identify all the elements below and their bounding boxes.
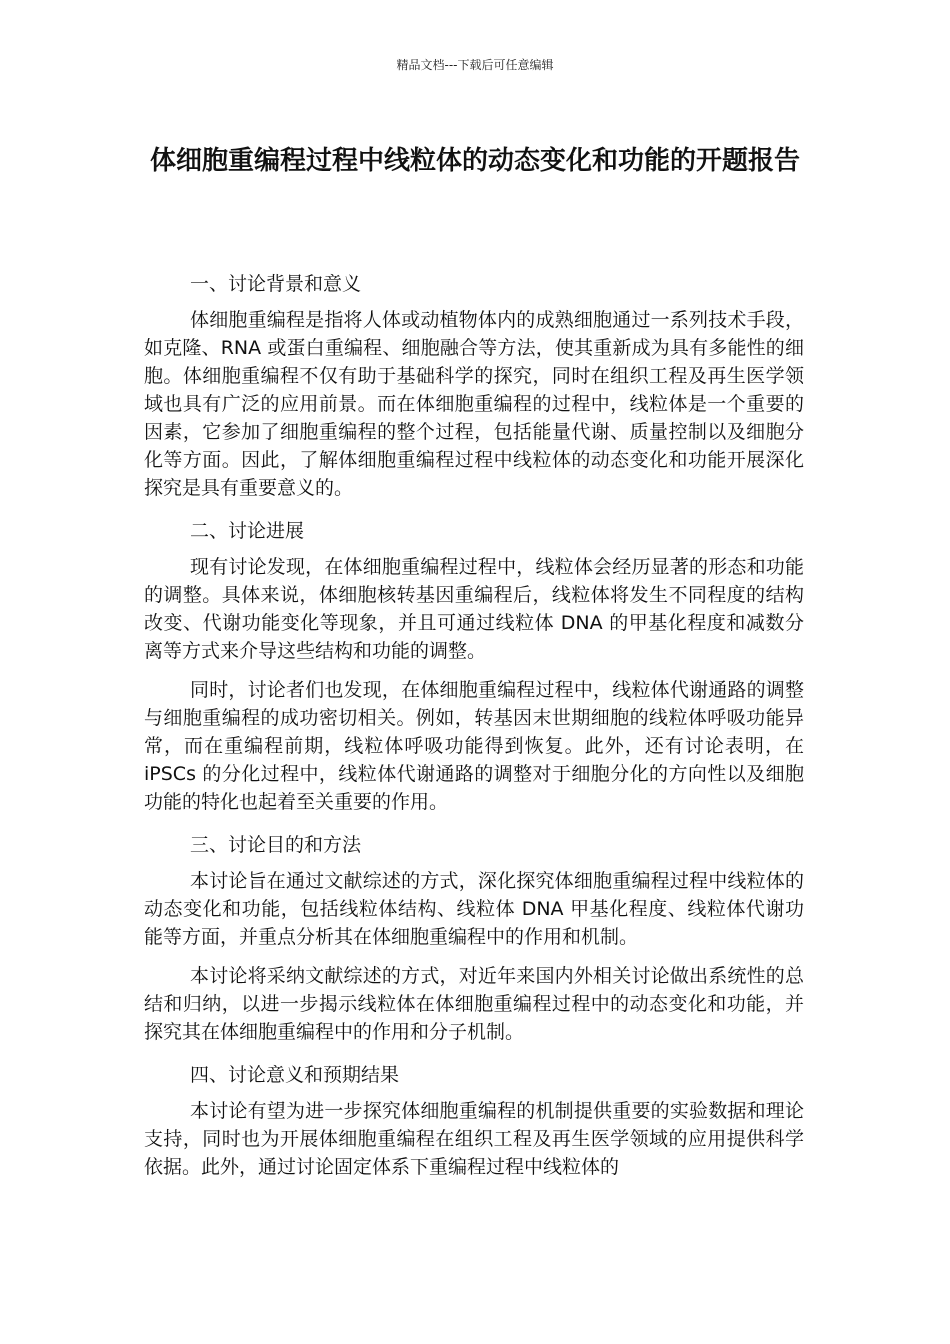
header-note: 精品文档---下载后可任意编辑	[396, 58, 554, 72]
document-title: 体细胞重编程过程中线粒体的动态变化和功能的开题报告	[149, 146, 800, 176]
section-heading: 一、讨论背景和意义	[190, 273, 362, 295]
paragraph: 现有讨论发现，在体细胞重编程过程中，线粒体会经历显著的形态和功能的调整。具体来说，体细胞核转基因重编程后，线粒体将发生不同程度的结构改变、代谢功能变化等现象，并且可通过线粒体 DNA 的甲基化程度和减数分离等方式来介导这些结构和功能的调整。	[144, 556, 804, 662]
document-body	[144, 266, 804, 1192]
paragraph: 同时，讨论者们也发现，在体细胞重编程过程中，线粒体代谢通路的调整与细胞重编程的成功密切相关。例如，转基因末世期细胞的线粒体呼吸功能异常，而在重编程前期，线粒体呼吸功能得到恢复。此外，还有讨论表明，在 iPSCs 的分化过程中，线粒体代谢通路的调整对于细胞分化的方向性以及细胞功能的特化也起着至关重要的作用。	[144, 679, 804, 813]
section-heading: 二、讨论进展	[190, 520, 305, 542]
section-progress	[144, 513, 804, 816]
paragraph: 本讨论有望为进一步探究体细胞重编程的机制提供重要的实验数据和理论支持，同时也为开展体细胞重编程在组织工程及再生医学领域的应用提供科学依据。此外，通过讨论固定体系下重编程过程中线粒体的	[144, 1100, 804, 1178]
paragraph: 本讨论旨在通过文献综述的方式，深化探究体细胞重编程过程中线粒体的动态变化和功能，包括线粒体结构、线粒体 DNA 甲基化程度、线粒体代谢功能等方面，并重点分析其在体细胞重编程中的作用和机制。	[144, 870, 804, 948]
section-background	[144, 266, 804, 502]
paragraph: 本讨论将采纳文献综述的方式，对近年来国内外相关讨论做出系统性的总结和归纳，以进一步揭示线粒体在体细胞重编程过程中的动态变化和功能，并探究其在体细胞重编程中的作用和分子机制。	[144, 965, 804, 1043]
section-purpose-methods	[144, 827, 804, 1046]
section-significance-results	[144, 1057, 804, 1181]
section-heading: 三、讨论目的和方法	[190, 834, 362, 856]
paragraph: 体细胞重编程是指将人体或动植物体内的成熟细胞通过一系列技术手段，如克隆、RNA 或蛋白重编程、细胞融合等方法，使其重新成为具有多能性的细胞。体细胞重编程不仅有助于基础科学的探究，同时在组织工程及再生医学领域也具有广泛的应用前景。而在体细胞重编程的过程中，线粒体是一个重要的因素，它参加了细胞重编程的整个过程，包括能量代谢、质量控制以及细胞分化等方面。因此，了解体细胞重编程过程中线粒体的动态变化和功能开展深化探究是具有重要意义的。	[144, 309, 804, 499]
section-heading: 四、讨论意义和预期结果	[190, 1064, 400, 1086]
